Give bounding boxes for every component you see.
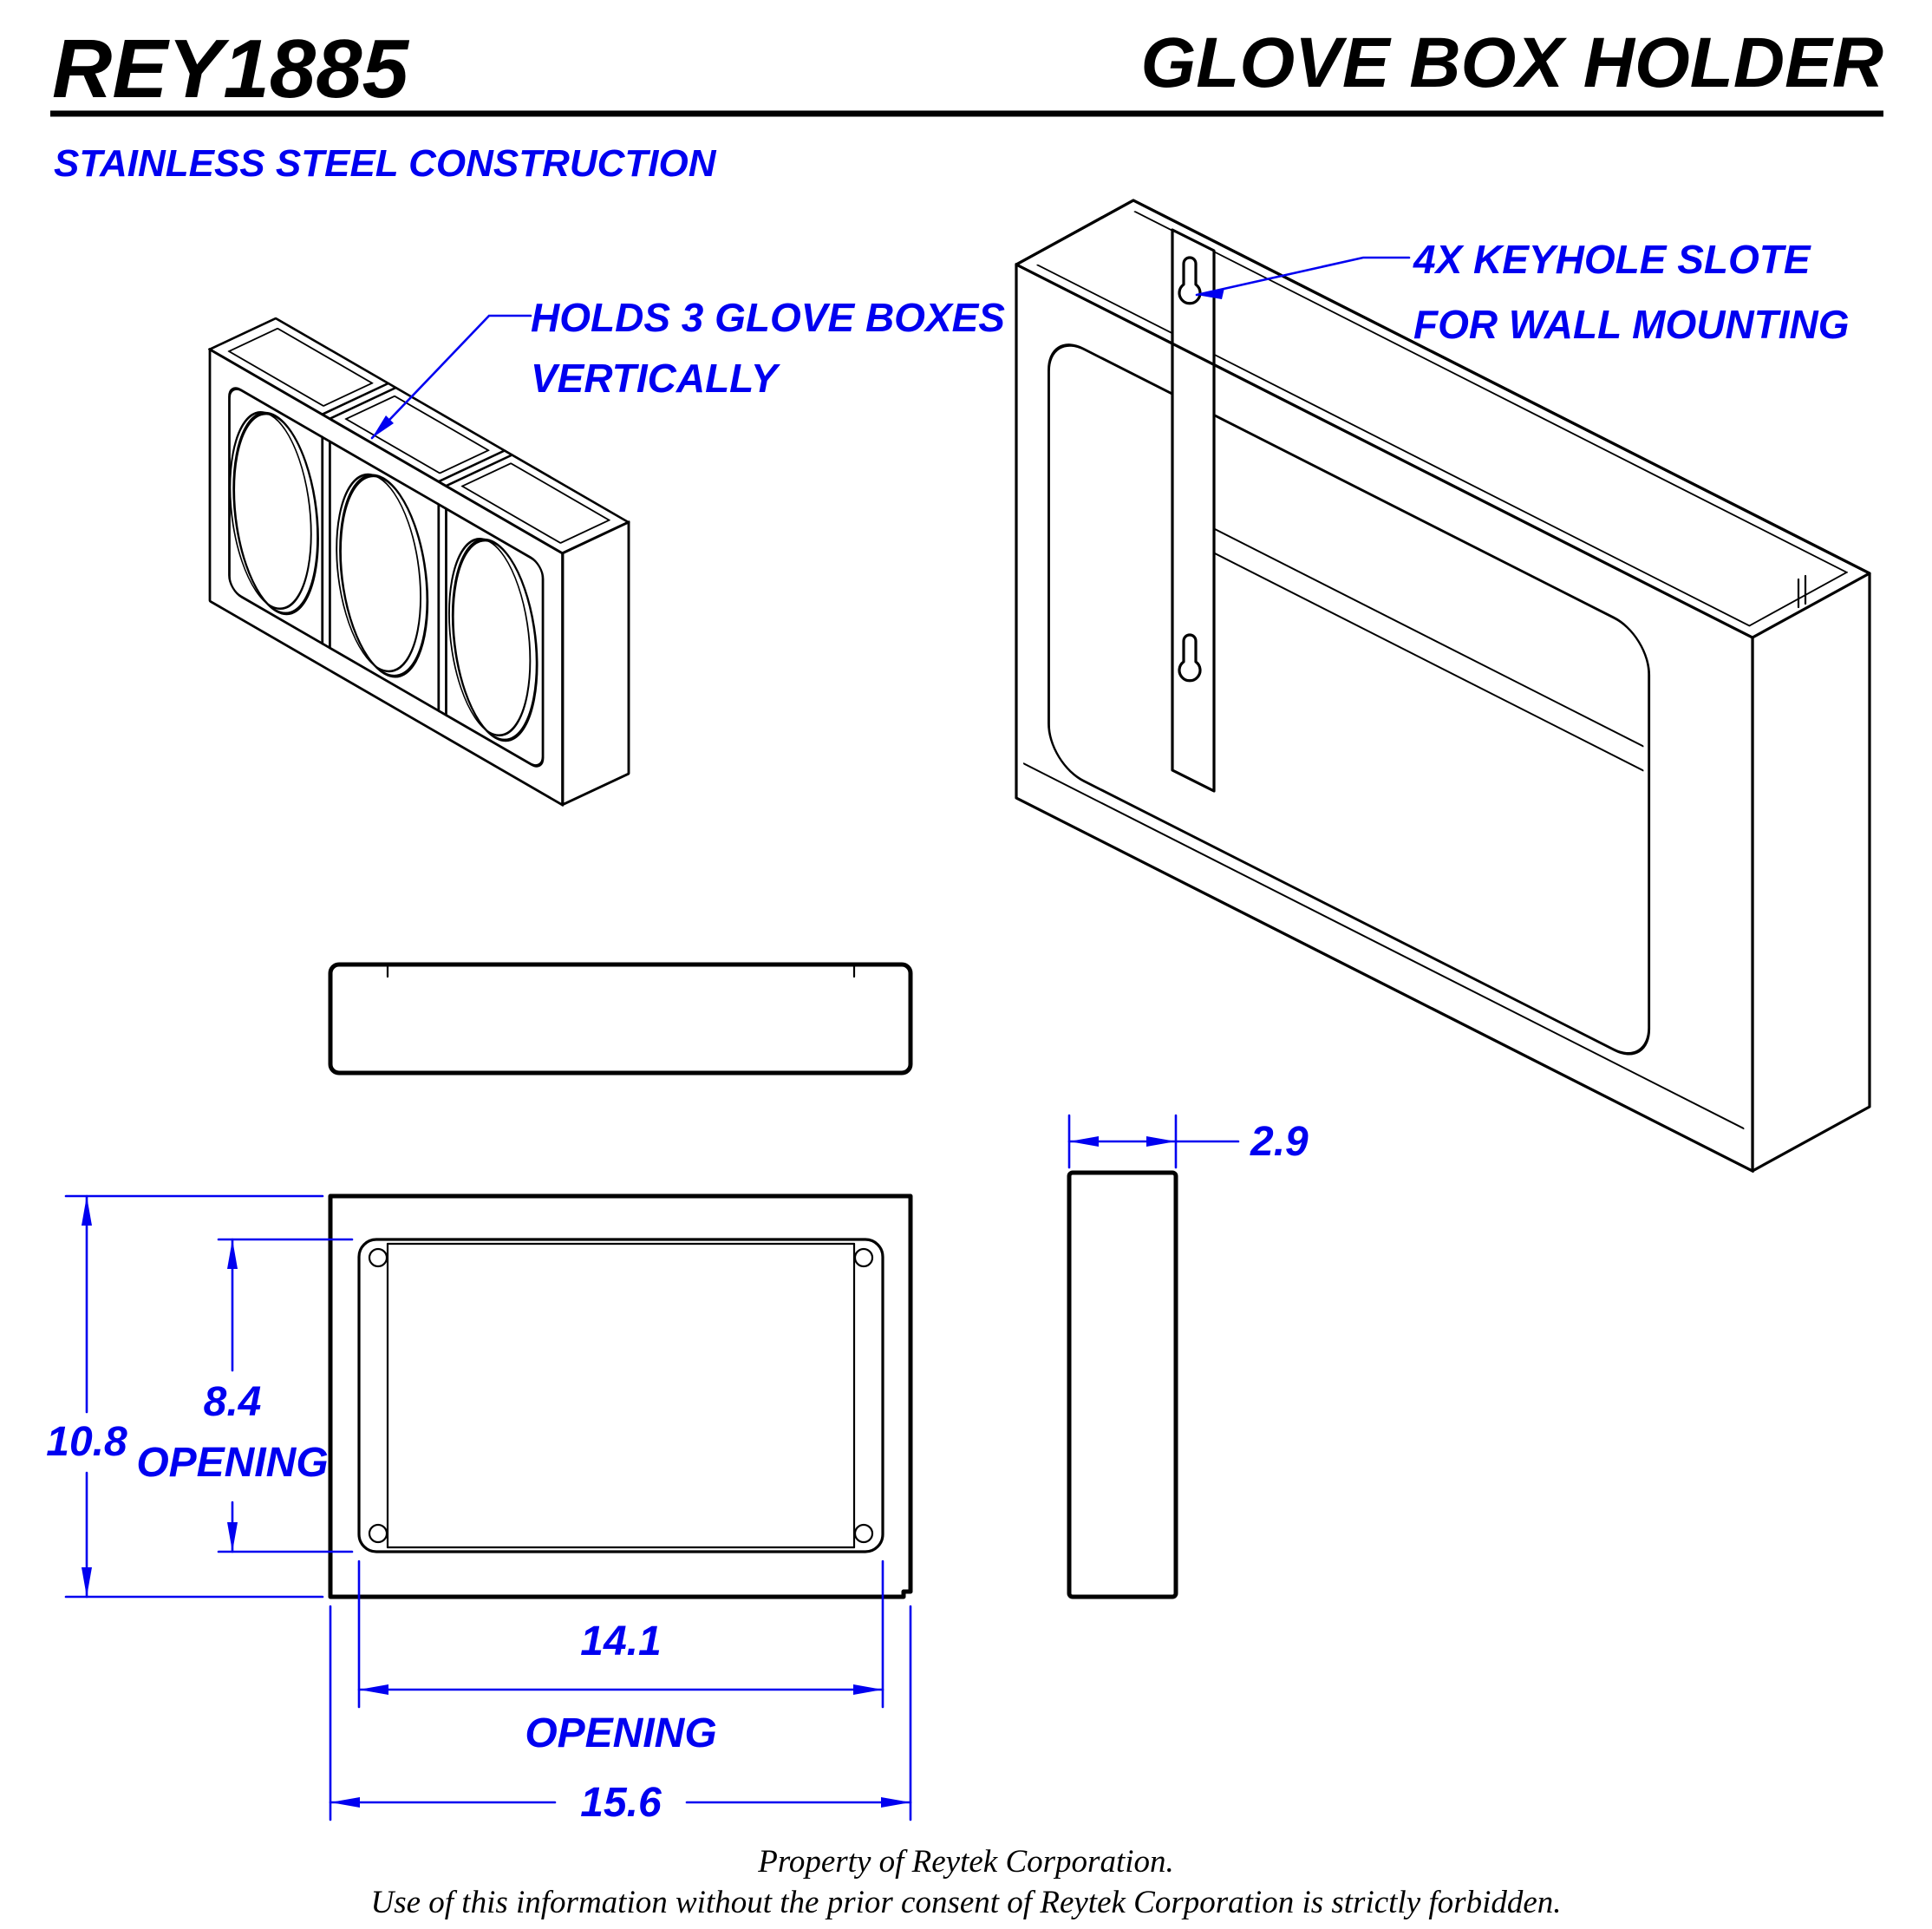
part-number: REY1885: [52, 23, 408, 115]
dim-overall-height: [46, 1196, 323, 1597]
drawing-title: GLOVE BOX HOLDER: [1140, 23, 1883, 102]
corner-relief-notch: [855, 1249, 872, 1266]
dim-text-overall-width: 15.6: [580, 1780, 662, 1826]
side-view: [1069, 1173, 1176, 1597]
front-view: [330, 1196, 911, 1597]
corner-relief-notch: [855, 1525, 872, 1542]
capacity-note-line1: HOLDS 3 GLOVE BOXES: [531, 295, 1005, 340]
keyhole-note-line2: FOR WALL MOUNTING: [1413, 302, 1850, 347]
dim-opening-width: [359, 1561, 883, 1756]
keyhole-slot-top: [1179, 258, 1200, 304]
top-view: [330, 964, 911, 1073]
corner-relief-notch: [369, 1249, 387, 1266]
dim-opening-height: [136, 1239, 352, 1552]
dim-depth: [1069, 1115, 1309, 1167]
dim-text-overall-height: 10.8: [46, 1419, 127, 1465]
dim-text-opening-height: 8.4: [203, 1379, 262, 1425]
corner-relief-notch: [369, 1525, 387, 1542]
footer-line2: Use of this information without the prior consent of Reytek Corporation is strictly forbidden.: [370, 1885, 1562, 1920]
material-note: STAINLESS STEEL CONSTRUCTION: [54, 142, 716, 185]
mounting-strip: [1172, 230, 1214, 791]
keyhole-note-line1: 4X KEYHOLE SLOTE: [1413, 237, 1811, 282]
footer: [370, 1844, 1561, 1920]
footer-line1: Property of Reytek Corporation.: [758, 1844, 1174, 1880]
dim-label-opening-height: OPENING: [136, 1440, 329, 1486]
keyhole-slot-bottom: [1179, 635, 1200, 681]
capacity-annotation: [372, 295, 1005, 438]
dim-text-opening-width: 14.1: [580, 1618, 662, 1664]
dim-label-opening-width: OPENING: [525, 1710, 717, 1756]
capacity-note-line2: VERTICALLY: [531, 356, 778, 401]
title-block: [50, 23, 1883, 185]
dim-text-depth: 2.9: [1250, 1119, 1309, 1165]
